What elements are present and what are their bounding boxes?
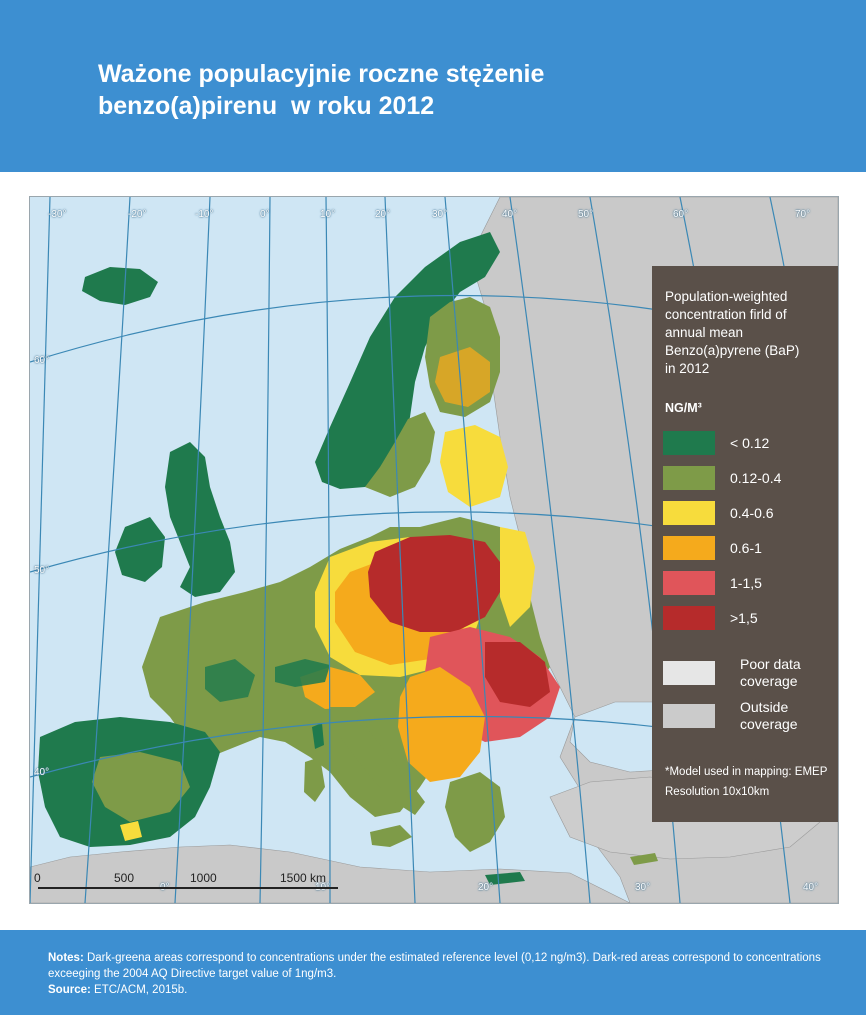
outside-coverage-line-1: Outside	[740, 699, 789, 715]
legend-swatch-0-12-0-4	[663, 466, 715, 490]
lon-label-50: 50°	[578, 209, 594, 220]
legend-label-0-12-0-4: 0.12-0.4	[730, 470, 782, 486]
lon-label-minus20: -20°	[128, 209, 147, 220]
poland-dark-red	[368, 535, 500, 632]
lon-label-20: 20°	[375, 209, 391, 220]
page-title	[98, 58, 718, 122]
legend-swatch-outside-coverage	[663, 704, 715, 728]
legend-title-line-4: Benzo(a)pyrene (BaP)	[665, 343, 800, 358]
lon-label-minus10: -10°	[195, 209, 214, 220]
legend-title	[665, 288, 830, 378]
lat-label-60: 60°	[34, 355, 50, 366]
footer-notes	[48, 950, 838, 998]
lon-label-60: 60°	[673, 209, 689, 220]
scale-label-500: 500	[114, 871, 135, 885]
source-label: Source:	[48, 984, 91, 996]
poor-coverage-line-1: Poor data	[740, 656, 801, 672]
legend-model-note	[665, 762, 837, 802]
lon-label-70: 70°	[795, 209, 811, 220]
legend-note-line-1: *Model used in mapping: EMEP	[665, 766, 828, 778]
bottom-lon-label-40: 40°	[803, 882, 819, 893]
outside-coverage-line-2: coverage	[740, 716, 798, 732]
scale-label-1500km: 1500 km	[280, 871, 327, 885]
scale-label-1000: 1000	[190, 871, 217, 885]
lat-label-50: 50°	[34, 565, 50, 576]
lon-label-40: 40°	[502, 209, 518, 220]
notes-text: Dark-greena areas correspond to concentrations under the estimated reference level (0,12 ng/m3). Dark-red areas correspond to concentrations exceeging the 2004 AQ Directive target value of 1ng/m3.	[48, 952, 821, 980]
footer-band	[0, 930, 866, 1015]
source-text: ETC/ACM, 2015b.	[94, 984, 188, 996]
legend-label-gt-1-5: >1,5	[730, 610, 758, 626]
lon-label-minus30: -30°	[48, 209, 67, 220]
legend-title-line-2: concentration firld of	[665, 307, 787, 322]
legend-title-line-3: annual mean	[665, 325, 744, 340]
title-line-2: benzo(a)pirenu w roku 2012	[98, 92, 435, 120]
lat-label-40: 40°	[34, 767, 50, 778]
legend-title-line-5: in 2012	[665, 361, 710, 376]
notes-label: Notes:	[48, 952, 84, 964]
legend-swatch-lt-0-12	[663, 431, 715, 455]
legend-swatch-gt-1-5	[663, 606, 715, 630]
lon-label-0: 0°	[260, 209, 270, 220]
scale-bar	[38, 887, 338, 889]
lon-label-30: 30°	[432, 209, 448, 220]
title-line-1: Ważone populacyjnie roczne stężenie	[98, 60, 545, 88]
legend-swatch-0-4-0-6	[663, 501, 715, 525]
legend-swatch-1-1-5	[663, 571, 715, 595]
legend-panel	[652, 266, 838, 822]
scale-label-0: 0	[34, 871, 41, 885]
legend-unit: NG/M³	[665, 401, 702, 415]
bottom-lon-label-30: 30°	[635, 882, 651, 893]
legend-label-outside-coverage	[740, 699, 798, 733]
legend-label-0-4-0-6: 0.4-0.6	[730, 505, 774, 521]
legend-label-1-1-5: 1-1,5	[730, 575, 762, 591]
legend-note-line-2: Resolution 10x10km	[665, 786, 770, 798]
legend-label-0-6-1: 0.6-1	[730, 540, 762, 556]
poor-coverage-line-2: coverage	[740, 673, 798, 689]
lon-label-10: 10°	[320, 209, 336, 220]
legend-swatch-0-6-1	[663, 536, 715, 560]
legend-title-line-1: Population-weighted	[665, 289, 788, 304]
legend-label-poor-coverage	[740, 656, 801, 690]
header-band	[0, 0, 866, 172]
legend-swatch-poor-coverage	[663, 661, 715, 685]
bottom-lon-label-20: 20°	[478, 882, 494, 893]
legend-label-lt-0-12: < 0.12	[730, 435, 770, 451]
